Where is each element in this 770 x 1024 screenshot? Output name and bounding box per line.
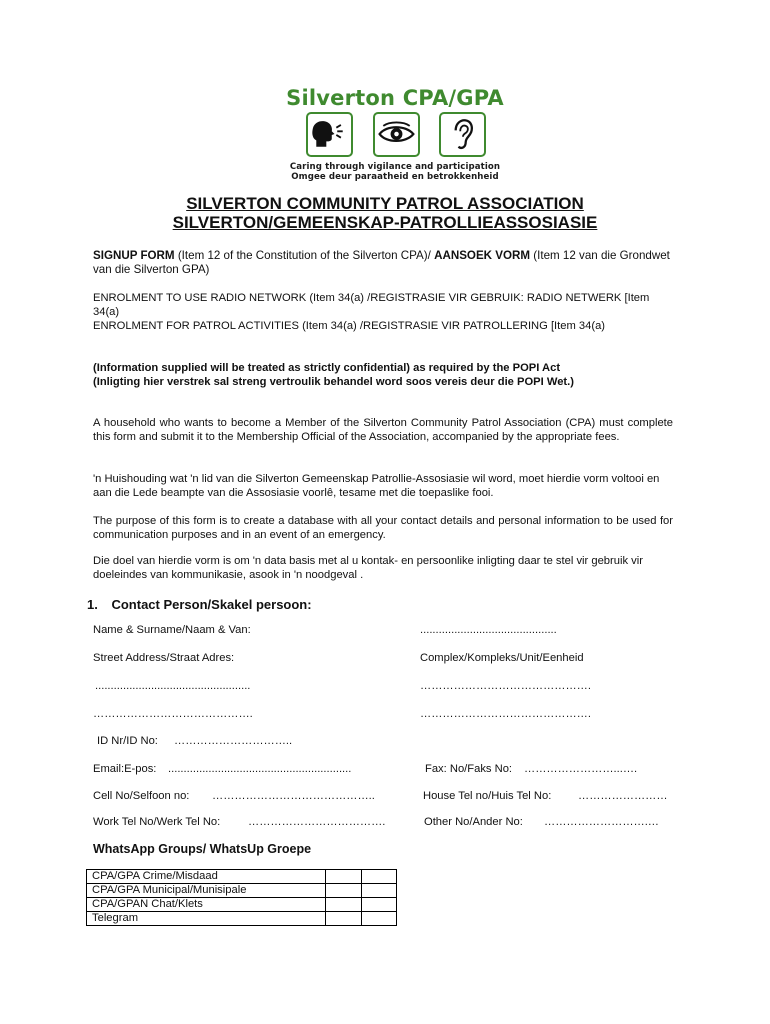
enrolment-patrol: ENROLMENT FOR PATROL ACTIVITIES (Item 34(a) /REGISTRASIE VIR PATROLLERING [Item 34(a) xyxy=(93,320,606,332)
signup-label-en: SIGNUP FORM xyxy=(93,249,175,262)
name-label: Name & Surname/Naam & Van: xyxy=(93,624,251,636)
fax-field[interactable]: ……………………...…. xyxy=(524,763,638,775)
table-row xyxy=(87,870,397,884)
table-row xyxy=(87,898,397,912)
house-tel-label: House Tel no/Huis Tel No: xyxy=(423,790,552,802)
group-checkbox-cell[interactable] xyxy=(362,898,397,912)
group-checkbox-cell[interactable] xyxy=(326,912,362,926)
whatsapp-groups-table xyxy=(86,869,397,926)
logo-tagline-af: Omgee deur paraatheid en betrokkenheid xyxy=(291,172,499,182)
cell-label: Cell No/Selfoon no: xyxy=(93,790,190,802)
section-number: 1. xyxy=(87,597,98,612)
signup-form-text xyxy=(93,249,673,277)
street-address-label: Street Address/Straat Adres: xyxy=(93,652,235,664)
logo-tagline-en: Caring through vigilance and participation xyxy=(289,162,501,172)
logo-title: Silverton CPA/GPA xyxy=(286,86,504,110)
cell-field[interactable]: …………………………………….. xyxy=(212,790,375,802)
other-no-field[interactable]: ……………………….… xyxy=(544,816,659,828)
confidential-note-af: (Inligting hier verstrek sal streng vertroulik behandel word soos vereis deur die POPI Wet.) xyxy=(93,376,574,388)
complex-field-1[interactable]: ………………………………………. xyxy=(420,680,591,692)
household-paragraph-af: 'n Huishouding wat 'n lid van die Silverton Gemeenskap Patrollie-Assosiasie wil word, moet hierdie vorm voltooi en aan die Lede beampte van die Assosiasie voorlê, tesame met die toepaslike fooi. xyxy=(93,473,660,499)
id-field[interactable]: ………………………….. xyxy=(174,735,293,747)
group-checkbox-cell[interactable] xyxy=(326,870,362,884)
household-paragraph-en: A household who wants to become a Member of the Silverton Community Patrol Association (CPA) must complete this form and submit it to the Membership Official of the Association, accompanied by the appropriate fees. xyxy=(93,417,673,443)
work-tel-label: Work Tel No/Werk Tel No: xyxy=(93,816,221,828)
street-address-field-1[interactable]: .................................................. xyxy=(95,680,251,692)
email-field[interactable]: ........................................................... xyxy=(168,763,352,775)
ear-icon xyxy=(439,112,486,157)
group-name: CPA/GPAN Chat/Klets xyxy=(87,898,326,912)
group-checkbox-cell[interactable] xyxy=(362,912,397,926)
page-title-af: SILVERTON/GEMEENSKAP-PATROLLIEASSOSIASIE xyxy=(172,213,598,232)
group-name: CPA/GPA Crime/Misdaad xyxy=(87,870,326,884)
group-checkbox-cell[interactable] xyxy=(326,884,362,898)
group-name: Telegram xyxy=(87,912,326,926)
signup-text-en: (Item 12 of the Constitution of the Silverton CPA)/ xyxy=(174,249,435,262)
purpose-paragraph-af: Die doel van hierdie vorm is om 'n data basis met al u kontak- en persoonlike inligting daar te stel vir gebruik vir doeleindes van kommunikasie, asook in 'n noodgeval . xyxy=(93,555,643,581)
eye-icon xyxy=(373,112,420,157)
confidential-note-en: (Information supplied will be treated as strictly confidential) as required by the POPI Act xyxy=(93,362,561,374)
group-name: CPA/GPA Municipal/Munisipale xyxy=(87,884,326,898)
section-heading: Contact Person/Skakel persoon: xyxy=(111,597,312,612)
table-row xyxy=(87,884,397,898)
house-tel-field[interactable]: …………………… xyxy=(578,790,668,802)
signup-label-af: AANSOEK VORM xyxy=(434,249,531,262)
email-label: Email:E-pos: xyxy=(93,763,157,775)
page-title-en: SILVERTON COMMUNITY PATROL ASSOCIATION xyxy=(186,194,584,213)
complex-label: Complex/Kompleks/Unit/Eenheid xyxy=(420,652,584,664)
purpose-paragraph-en: The purpose of this form is to create a database with all your contact details and personal information to be used for communication purposes and in an event of an emergency. xyxy=(93,515,673,541)
whatsapp-groups-title: WhatsApp Groups/ WhatsUp Groepe xyxy=(93,842,312,856)
other-no-label: Other No/Ander No: xyxy=(424,816,523,828)
enrolment-radio: ENROLMENT TO USE RADIO NETWORK (Item 34(a) /REGISTRASIE VIR GEBRUIK: RADIO NETWERK [Item 34(a) xyxy=(93,292,650,318)
name-field[interactable]: ............................................ xyxy=(420,624,557,636)
group-checkbox-cell[interactable] xyxy=(362,884,397,898)
signup-text-af: (Item 12 van die Grondwet van die Silverton GPA) xyxy=(93,249,670,276)
group-checkbox-cell[interactable] xyxy=(362,870,397,884)
street-address-field-2[interactable]: ……………………………………. xyxy=(93,708,253,720)
section-title xyxy=(87,597,312,612)
group-checkbox-cell[interactable] xyxy=(326,898,362,912)
fax-label: Fax: No/Faks No: xyxy=(425,763,513,775)
id-label: ID Nr/ID No: xyxy=(97,735,158,747)
table-row xyxy=(87,912,397,926)
complex-field-2[interactable]: ………………………………………. xyxy=(420,708,591,720)
speaking-head-icon xyxy=(306,112,353,157)
work-tel-field[interactable]: ………………………………. xyxy=(248,816,386,828)
